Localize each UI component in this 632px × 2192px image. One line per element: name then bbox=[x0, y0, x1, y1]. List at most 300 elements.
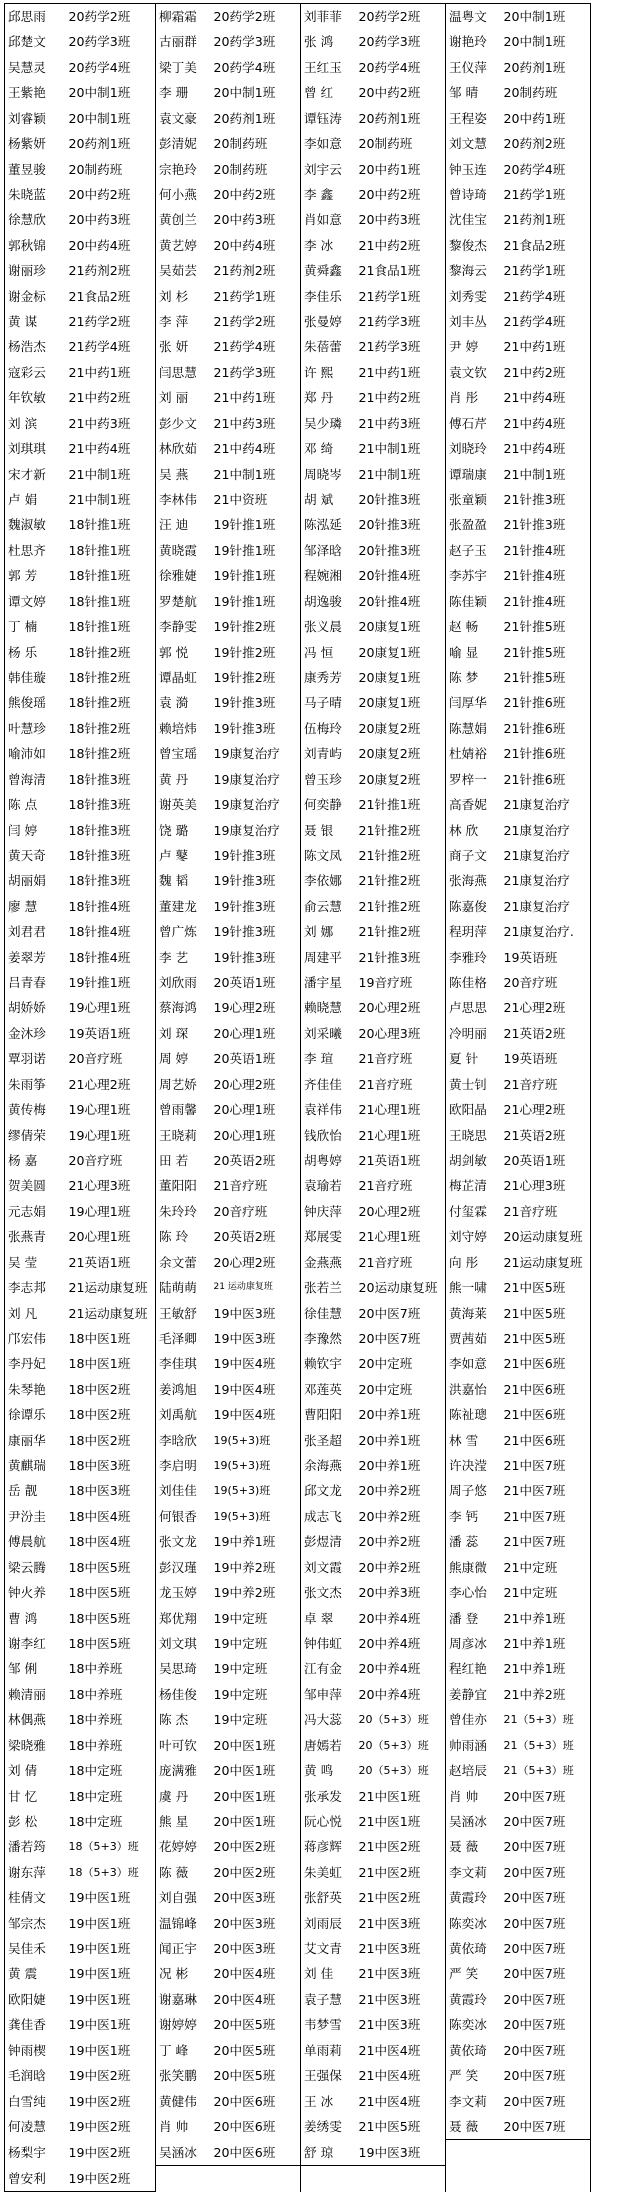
class-name: 21康复治疗. bbox=[504, 919, 591, 944]
class-name: 20中医7班 bbox=[359, 1301, 446, 1326]
student-name: 邱楚文 bbox=[5, 29, 69, 54]
student-name: 张承发 bbox=[304, 1788, 342, 1804]
table-row bbox=[5, 970, 591, 995]
student-name: 庞满雅 bbox=[159, 1763, 197, 1779]
student-name: 黄依琦 bbox=[449, 2042, 487, 2058]
class-name: 20康复1班 bbox=[359, 690, 446, 715]
class-name: 20心理2班 bbox=[359, 995, 446, 1020]
student-name: 张燕青 bbox=[5, 1224, 69, 1249]
student-name: 缪倩荣 bbox=[5, 1123, 69, 1148]
class-name: 21药学4班 bbox=[504, 284, 591, 309]
student-name: 金沐珍 bbox=[5, 1021, 69, 1046]
student-name: 陈嘉俊 bbox=[449, 898, 487, 914]
table-row bbox=[5, 614, 591, 639]
student-name: 曾玉珍 bbox=[304, 771, 342, 787]
class-name: 19英语班 bbox=[504, 945, 591, 970]
student-name: 许决滢 bbox=[449, 1458, 487, 1474]
student-name: 钱欣怡 bbox=[304, 1127, 342, 1143]
student-name: 何小燕 bbox=[159, 186, 197, 202]
table-row bbox=[5, 1072, 591, 1097]
class-name: 21中定班 bbox=[504, 1555, 591, 1580]
student-name: 谢丽珍 bbox=[5, 258, 69, 283]
class-name: 21中制1班 bbox=[504, 462, 591, 487]
student-name: 喻 显 bbox=[449, 644, 479, 660]
student-name: 董建龙 bbox=[159, 898, 197, 914]
table-row bbox=[5, 309, 591, 334]
student-name: 韩佳璇 bbox=[5, 665, 69, 690]
student-name: 刘琪琪 bbox=[5, 436, 69, 461]
class-name: 19中定班 bbox=[214, 1606, 301, 1631]
student-name: 单雨莉 bbox=[304, 2042, 342, 2058]
student-name: 丁 楠 bbox=[5, 614, 69, 639]
class-name: 19针推1班 bbox=[214, 563, 301, 588]
class-name: 20中医6班 bbox=[214, 2114, 301, 2140]
class-name: 21食品2班 bbox=[69, 284, 156, 309]
class-name: 21（5+3）班 bbox=[504, 1733, 591, 1758]
student-name: 金燕燕 bbox=[304, 1254, 342, 1270]
class-name: 21药学2班 bbox=[214, 309, 301, 334]
table-row bbox=[5, 334, 591, 359]
student-name: 卢思思 bbox=[449, 1000, 487, 1016]
class-name: 20康复2班 bbox=[359, 767, 446, 792]
class-name: 20中养1班 bbox=[359, 1402, 446, 1427]
table-row bbox=[5, 1834, 591, 1859]
class-name: 20英语1班 bbox=[504, 1148, 591, 1173]
student-name: 阮心悦 bbox=[304, 1813, 342, 1829]
student-name: 刘 娜 bbox=[304, 924, 334, 940]
class-name: 19康复治疗 bbox=[214, 818, 301, 843]
class-name: 20中医3班 bbox=[214, 1885, 301, 1910]
student-name: 尹汾圭 bbox=[5, 1504, 69, 1529]
table-row bbox=[5, 2166, 591, 2192]
student-name: 曾广炼 bbox=[159, 924, 197, 940]
class-name: 21中医3班 bbox=[359, 1961, 446, 1986]
class-name: 20中医3班 bbox=[214, 1911, 301, 1936]
student-name: 高香妮 bbox=[449, 797, 487, 813]
class-name: 21音疗班 bbox=[504, 1199, 591, 1224]
student-name: 李佳乐 bbox=[304, 288, 342, 304]
class-name: 19针推1班 bbox=[69, 970, 156, 995]
student-name: 刘青屿 bbox=[304, 746, 342, 762]
class-name: 18中医3班 bbox=[69, 1478, 156, 1503]
class-name: 21中药4班 bbox=[504, 385, 591, 410]
class-name: 21针推4班 bbox=[504, 538, 591, 563]
student-name: 张童颖 bbox=[449, 492, 487, 508]
student-name: 聂 薇 bbox=[446, 2114, 504, 2140]
student-name: 刘丰丛 bbox=[449, 314, 487, 330]
student-name: 董昱骏 bbox=[5, 157, 69, 182]
class-name: 21中药2班 bbox=[504, 360, 591, 385]
class-name: 21运动康复班 bbox=[69, 1301, 156, 1326]
student-name: 梁丁美 bbox=[159, 59, 197, 75]
class-name: 21心理2班 bbox=[504, 1097, 591, 1122]
table-row bbox=[5, 512, 591, 537]
table-row bbox=[5, 1046, 591, 1071]
student-name: 黄海莱 bbox=[449, 1305, 487, 1321]
class-name: 20制药班 bbox=[504, 80, 591, 105]
class-name: 20心理3班 bbox=[359, 1021, 446, 1046]
class-name: 21针推2班 bbox=[359, 843, 446, 868]
class-name: 19英语班 bbox=[504, 1046, 591, 1071]
class-name: 19中定班 bbox=[214, 1631, 301, 1656]
table-row bbox=[5, 1682, 591, 1707]
table-row bbox=[5, 2063, 591, 2088]
class-name: 21康复治疗 bbox=[504, 792, 591, 817]
class-name: 21中医4班 bbox=[359, 2038, 446, 2063]
class-name: 20（5+3）班 bbox=[359, 1758, 446, 1783]
student-name: 魏淑敏 bbox=[5, 512, 69, 537]
class-name: 21康复治疗 bbox=[504, 894, 591, 919]
class-name: 20英语2班 bbox=[214, 1224, 301, 1249]
class-name: 18中医2班 bbox=[69, 1402, 156, 1427]
table-row bbox=[5, 1301, 591, 1326]
student-name: 花婷婷 bbox=[159, 1839, 197, 1855]
class-name: 20音疗班 bbox=[504, 970, 591, 995]
class-name: 21中医5班 bbox=[359, 2114, 446, 2140]
student-name: 黄 谋 bbox=[5, 309, 69, 334]
class-name: 21药学3班 bbox=[359, 334, 446, 359]
student-name: 毛润晗 bbox=[5, 2063, 69, 2088]
class-name: 19中医1班 bbox=[69, 1961, 156, 1986]
student-name: 徐雅婕 bbox=[159, 568, 197, 584]
student-name: 艾文青 bbox=[304, 1941, 342, 1957]
table-row bbox=[5, 1961, 591, 1986]
class-name: 20中医7班 bbox=[504, 2063, 591, 2088]
class-name: 20中养2班 bbox=[359, 1555, 446, 1580]
class-name: 21英语1班 bbox=[359, 1148, 446, 1173]
class-name: 20运动康复班 bbox=[359, 1275, 446, 1300]
table-row bbox=[5, 741, 591, 766]
class-name: 20中养2班 bbox=[359, 1504, 446, 1529]
class-name: 19针推1班 bbox=[214, 538, 301, 563]
class-name: 20中医7班 bbox=[504, 2012, 591, 2037]
student-name: 袁祥伟 bbox=[304, 1102, 342, 1118]
class-name: 20运动康复班 bbox=[504, 1224, 591, 1249]
student-name: 吴 莹 bbox=[5, 1250, 69, 1275]
student-name: 冯 恒 bbox=[304, 644, 334, 660]
class-name: 18中医5班 bbox=[69, 1606, 156, 1631]
class-name: 20中医4班 bbox=[214, 1987, 301, 2012]
class-name: 21针推2班 bbox=[359, 818, 446, 843]
class-name: 21针推6班 bbox=[504, 741, 591, 766]
class-name: 20中医7班 bbox=[504, 1834, 591, 1859]
table-row bbox=[5, 1402, 591, 1427]
student-name: 彭清妮 bbox=[159, 136, 197, 152]
class-name: 20英语1班 bbox=[214, 970, 301, 995]
class-name: 21药剂2班 bbox=[214, 258, 301, 283]
class-name: 21中医4班 bbox=[359, 2063, 446, 2088]
class-name: 20中医7班 bbox=[504, 1809, 591, 1834]
student-name: 朱蓓蕾 bbox=[304, 339, 342, 355]
student-name: 袁文钦 bbox=[449, 364, 487, 380]
class-name: 20中医6班 bbox=[214, 2140, 301, 2166]
class-name: 21中药1班 bbox=[504, 334, 591, 359]
table-row bbox=[5, 690, 591, 715]
class-name: 21中医2班 bbox=[359, 1885, 446, 1910]
class-name: 19中定班 bbox=[214, 1682, 301, 1707]
class-name: 21英语2班 bbox=[504, 1021, 591, 1046]
class-name: 20药学2班 bbox=[69, 4, 156, 30]
roster-body bbox=[5, 4, 591, 2192]
class-name: 21中医1班 bbox=[359, 1784, 446, 1809]
class-name: 21中制1班 bbox=[69, 462, 156, 487]
student-name: 郭 悦 bbox=[159, 644, 189, 660]
student-name: 况 彬 bbox=[159, 1966, 189, 1982]
class-name: 21药剂1班 bbox=[504, 207, 591, 232]
class-name: 21心理1班 bbox=[359, 1123, 446, 1148]
class-name: 20制药班 bbox=[359, 131, 446, 156]
student-name: 邓莲英 bbox=[304, 1381, 342, 1397]
class-name: 18针推2班 bbox=[69, 716, 156, 741]
roster-table bbox=[4, 3, 591, 2192]
table-row bbox=[5, 1173, 591, 1198]
class-name: 19(5+3)班 bbox=[214, 1478, 301, 1503]
student-name: 周晓岑 bbox=[304, 466, 342, 482]
class-name: 21食品1班 bbox=[359, 258, 446, 283]
student-name: 彭少文 bbox=[159, 415, 197, 431]
class-name: 20针推3班 bbox=[359, 538, 446, 563]
student-name: 杨 乐 bbox=[5, 640, 69, 665]
class-name: 21药学1班 bbox=[504, 182, 591, 207]
student-name: 彭汉瑾 bbox=[159, 1559, 197, 1575]
student-name: 刘采曦 bbox=[304, 1025, 342, 1041]
class-name: 18针推1班 bbox=[69, 563, 156, 588]
student-name: 李如意 bbox=[449, 1356, 487, 1372]
class-name: 18中养班 bbox=[69, 1707, 156, 1732]
student-name: 白雪纯 bbox=[5, 2089, 69, 2114]
class-name: 20药学4班 bbox=[359, 55, 446, 80]
student-name: 陈慧娟 bbox=[449, 720, 487, 736]
student-name: 黄依琦 bbox=[449, 1941, 487, 1957]
table-row bbox=[5, 55, 591, 80]
class-name: 20中医7班 bbox=[504, 2038, 591, 2063]
class-name: 20药学3班 bbox=[69, 29, 156, 54]
class-name: 18针推2班 bbox=[69, 640, 156, 665]
class-name: 18针推4班 bbox=[69, 894, 156, 919]
class-name: 20（5+3）班 bbox=[359, 1707, 446, 1732]
class-name: 21中定班 bbox=[504, 1580, 591, 1605]
class-name: 20中养1班 bbox=[359, 1453, 446, 1478]
student-name: 王紫艳 bbox=[5, 80, 69, 105]
class-name: 20药学2班 bbox=[214, 4, 301, 30]
class-name: 19中养1班 bbox=[214, 1529, 301, 1554]
class-name: 20中药3班 bbox=[214, 207, 301, 232]
class-name: 18针推1班 bbox=[69, 538, 156, 563]
class-name: 21中制1班 bbox=[359, 436, 446, 461]
student-name: 黄麒瑞 bbox=[5, 1453, 69, 1478]
student-name: 谭钰涛 bbox=[304, 110, 342, 126]
class-name bbox=[359, 2166, 446, 2192]
class-name: 19中医1班 bbox=[69, 1911, 156, 1936]
student-name: 林 雪 bbox=[449, 1432, 479, 1448]
student-name: 胡 斌 bbox=[304, 492, 334, 508]
table-row bbox=[5, 1224, 591, 1249]
student-name: 徐慧欣 bbox=[5, 207, 69, 232]
class-name: 20药学4班 bbox=[214, 55, 301, 80]
student-name: 谢婷婷 bbox=[159, 2017, 197, 2033]
class-name: 19心理2班 bbox=[214, 995, 301, 1020]
class-name: 21心理1班 bbox=[359, 1097, 446, 1122]
class-name: 21药学1班 bbox=[214, 284, 301, 309]
class-name: 19中医3班 bbox=[359, 2140, 446, 2166]
class-name: 20中制1班 bbox=[69, 106, 156, 131]
student-name bbox=[446, 2140, 504, 2166]
class-name: 20中医7班 bbox=[504, 1885, 591, 1910]
student-name: 赵 畅 bbox=[449, 619, 479, 635]
class-name: 18中医2班 bbox=[69, 1428, 156, 1453]
table-row bbox=[5, 2140, 591, 2166]
table-row bbox=[5, 868, 591, 893]
class-name: 20中医5班 bbox=[214, 2038, 301, 2063]
student-name: 袁子慧 bbox=[304, 1991, 342, 2007]
student-name: 潘宇星 bbox=[304, 975, 342, 991]
class-name: 21中医7班 bbox=[504, 1478, 591, 1503]
class-name: 20中养3班 bbox=[359, 1580, 446, 1605]
student-name: 欧阳晶 bbox=[449, 1102, 487, 1118]
student-name: 邝宏伟 bbox=[5, 1326, 69, 1351]
class-name: 21中医2班 bbox=[359, 1860, 446, 1885]
class-name: 20针推3班 bbox=[359, 487, 446, 512]
student-name: 饶 璐 bbox=[159, 822, 189, 838]
student-name: 徐谭乐 bbox=[5, 1402, 69, 1427]
student-name: 杨 嘉 bbox=[5, 1148, 69, 1173]
class-name: 21针推4班 bbox=[504, 563, 591, 588]
class-name: 21中药3班 bbox=[214, 411, 301, 436]
class-name: 21针推3班 bbox=[504, 487, 591, 512]
student-name: 李晗欣 bbox=[159, 1432, 197, 1448]
student-name: 周 婷 bbox=[159, 1051, 189, 1067]
class-name: 21中药3班 bbox=[69, 411, 156, 436]
class-name: 19中医2班 bbox=[69, 2166, 156, 2192]
table-row bbox=[5, 487, 591, 512]
student-name: 吴 燕 bbox=[159, 466, 189, 482]
student-name: 齐佳佳 bbox=[304, 1076, 342, 1092]
class-name: 21中医3班 bbox=[359, 1936, 446, 1961]
student-name: 刘文慧 bbox=[449, 136, 487, 152]
class-name: 19康复治疗 bbox=[214, 767, 301, 792]
student-name: 康丽华 bbox=[5, 1428, 69, 1453]
student-name: 李苏宇 bbox=[449, 568, 487, 584]
table-row bbox=[5, 1656, 591, 1681]
student-name: 黄健伟 bbox=[159, 2093, 197, 2109]
student-name: 熊 星 bbox=[159, 1813, 189, 1829]
student-name: 何奕静 bbox=[304, 797, 342, 813]
class-name: 19中医1班 bbox=[69, 1885, 156, 1910]
class-name: 20康复1班 bbox=[359, 614, 446, 639]
student-name: 张圣超 bbox=[304, 1432, 342, 1448]
class-name: 21康复治疗 bbox=[504, 843, 591, 868]
class-name: 18（5+3）班 bbox=[69, 1834, 156, 1859]
student-name: 刘晓玲 bbox=[449, 441, 487, 457]
student-name: 刘 滨 bbox=[5, 411, 69, 436]
student-name: 邹宗杰 bbox=[5, 1911, 69, 1936]
class-name: 20中医7班 bbox=[504, 1936, 591, 1961]
class-name: 21心理2班 bbox=[504, 995, 591, 1020]
class-name: 20中药2班 bbox=[359, 182, 446, 207]
student-name: 熊俊瑶 bbox=[5, 690, 69, 715]
class-name: 21针推4班 bbox=[504, 589, 591, 614]
class-name: 18针推4班 bbox=[69, 945, 156, 970]
class-name: 21中医6班 bbox=[504, 1402, 591, 1427]
student-name: 梁云腾 bbox=[5, 1555, 69, 1580]
class-name: 21中医3班 bbox=[359, 1987, 446, 2012]
class-name: 19中医4班 bbox=[214, 1351, 301, 1376]
student-name: 叶慧珍 bbox=[5, 716, 69, 741]
class-name: 20音疗班 bbox=[214, 1199, 301, 1224]
student-name: 韦梦雪 bbox=[304, 2017, 342, 2033]
class-name: 21针推2班 bbox=[359, 868, 446, 893]
student-name: 姜鸿旭 bbox=[159, 1381, 197, 1397]
student-name: 刘 杉 bbox=[159, 288, 189, 304]
class-name: 21针推2班 bbox=[359, 919, 446, 944]
class-name: 21中养1班 bbox=[504, 1631, 591, 1656]
class-name: 21音疗班 bbox=[504, 1072, 591, 1097]
class-name: 18中医1班 bbox=[69, 1351, 156, 1376]
class-name: 19中医2班 bbox=[69, 2140, 156, 2166]
student-name: 张 鸿 bbox=[304, 34, 334, 50]
class-name: 21中医3班 bbox=[359, 1911, 446, 1936]
student-name: 李 珊 bbox=[159, 85, 189, 101]
class-name: 21 运动康复班 bbox=[214, 1275, 301, 1300]
table-row bbox=[5, 1758, 591, 1783]
student-name: 李静雯 bbox=[159, 619, 197, 635]
class-name: 20中医2班 bbox=[214, 1860, 301, 1885]
class-name: 18针推1班 bbox=[69, 512, 156, 537]
class-name: 20心理2班 bbox=[214, 1250, 301, 1275]
student-name: 朱雨筝 bbox=[5, 1072, 69, 1097]
class-name: 21音疗班 bbox=[359, 1046, 446, 1071]
student-name: 刘佳佳 bbox=[159, 1483, 197, 1499]
class-name: 21针推5班 bbox=[504, 640, 591, 665]
student-name: 陈 点 bbox=[5, 792, 69, 817]
student-name: 赵子玉 bbox=[449, 542, 487, 558]
class-name: 21药学4班 bbox=[214, 334, 301, 359]
class-name: 19中医1班 bbox=[69, 1936, 156, 1961]
student-name: 肖 帅 bbox=[449, 1788, 479, 1804]
class-name: 20中医7班 bbox=[504, 1860, 591, 1885]
student-name: 谢李红 bbox=[5, 1631, 69, 1656]
student-name: 龙玉婷 bbox=[159, 1585, 197, 1601]
class-name: 21药学3班 bbox=[214, 360, 301, 385]
student-name: 朱晓蓝 bbox=[5, 182, 69, 207]
class-name: 21中药4班 bbox=[504, 436, 591, 461]
class-name: 19针推3班 bbox=[214, 843, 301, 868]
class-name bbox=[214, 2166, 301, 2192]
student-name: 袁瑜若 bbox=[304, 1178, 342, 1194]
table-row bbox=[5, 792, 591, 817]
student-name: 肖如意 bbox=[304, 212, 342, 228]
student-name: 张笑鹏 bbox=[159, 2068, 197, 2084]
student-name: 张文龙 bbox=[159, 1534, 197, 1550]
student-name: 张文杰 bbox=[304, 1585, 342, 1601]
student-name: 王敏舒 bbox=[159, 1305, 197, 1321]
student-name: 陈佳颖 bbox=[449, 593, 487, 609]
class-name: 20药剂2班 bbox=[504, 131, 591, 156]
student-name: 梅芷清 bbox=[449, 1178, 487, 1194]
student-name: 钟雨楔 bbox=[5, 2038, 69, 2063]
table-row bbox=[5, 1606, 591, 1631]
class-name: 18中医5班 bbox=[69, 1580, 156, 1605]
student-name: 温锦峰 bbox=[159, 1915, 197, 1931]
class-name: 19中养2班 bbox=[214, 1555, 301, 1580]
class-name: 21药剂2班 bbox=[69, 258, 156, 283]
student-name: 林 欣 bbox=[449, 822, 479, 838]
class-name: 20心理2班 bbox=[359, 1199, 446, 1224]
table-row bbox=[5, 2038, 591, 2063]
class-name: 20中制1班 bbox=[504, 29, 591, 54]
class-name: 18针推3班 bbox=[69, 818, 156, 843]
student-name: 吕青春 bbox=[5, 970, 69, 995]
